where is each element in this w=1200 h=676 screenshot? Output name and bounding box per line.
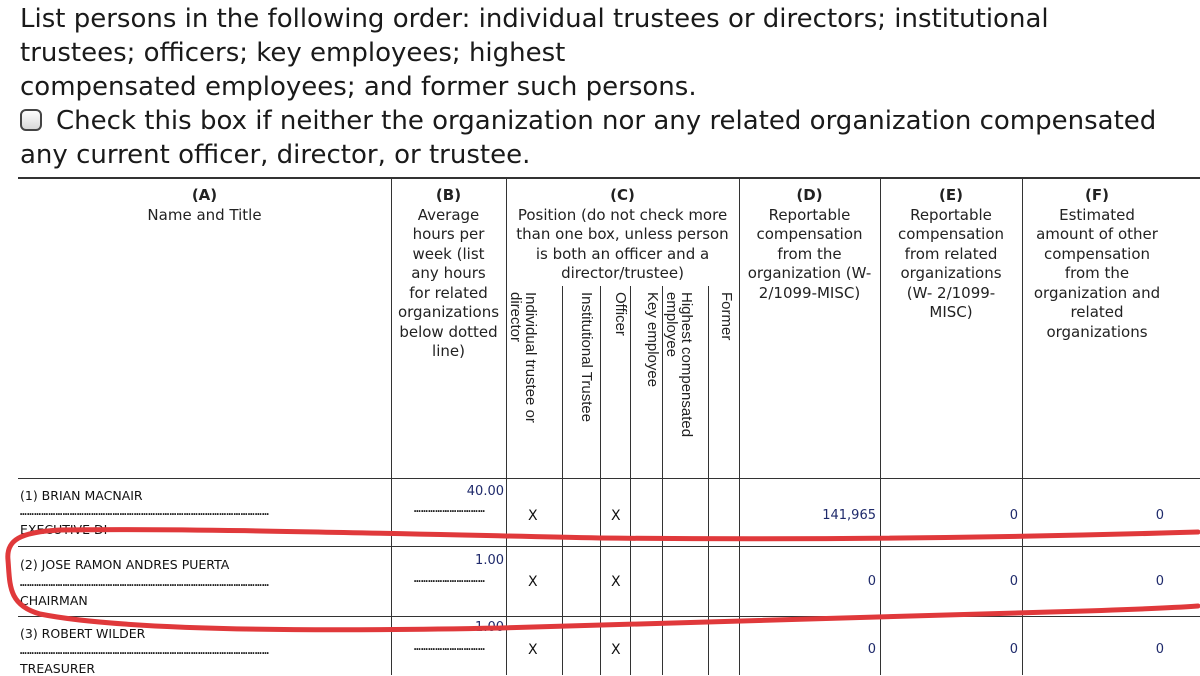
comp-f-value: 0 <box>1155 574 1164 589</box>
header-col-c <box>506 186 739 284</box>
checkbox-row <box>20 104 1190 138</box>
header-e-line: MISC) <box>929 303 973 321</box>
header-b-line: below dotted <box>399 322 498 341</box>
row-divider-2 <box>18 616 1200 617</box>
instructions-block <box>20 2 1190 172</box>
subcol-label: Officer <box>612 292 629 336</box>
comp-e-value: 0 <box>1009 574 1018 589</box>
subcol-label: Individual trustee or director <box>507 292 539 423</box>
header-f-line: compensation <box>1043 244 1151 263</box>
header-c-line: director/trustee) <box>561 264 684 282</box>
header-a-letter: (A) <box>191 186 218 204</box>
header-f-line: from the <box>1064 264 1130 282</box>
header-b-line: organizations <box>397 303 500 321</box>
subcol-institutional-trustee <box>564 292 600 452</box>
header-col-a <box>18 186 391 225</box>
person-title: EXECUTIVE DI <box>20 522 108 534</box>
header-f-line: organizations <box>1046 322 1148 341</box>
subcol-label: Former <box>718 292 735 341</box>
header-f-line: related <box>1070 303 1124 321</box>
person-name: (1) BRIAN MACNAIR <box>20 488 143 503</box>
comp-f-value: 0 <box>1155 642 1164 657</box>
row-divider-1 <box>18 546 1200 547</box>
subcol-label: Institutional Trustee <box>578 292 595 423</box>
header-col-d <box>739 186 880 303</box>
header-d-line: organization (W- <box>747 264 872 282</box>
header-e-line: Reportable <box>910 205 992 224</box>
person-name: (3) ROBERT WILDER <box>20 626 146 641</box>
header-c-letter: (C) <box>610 186 635 204</box>
subcol-key-employee <box>630 292 666 452</box>
hours-value: 1.00 <box>475 553 504 568</box>
comp-d-value: 141,965 <box>822 508 876 523</box>
comp-d-value: 0 <box>867 642 876 657</box>
hours-value: 1.00 <box>475 620 504 635</box>
header-col-e <box>880 186 1022 323</box>
officer-check: X <box>611 642 621 658</box>
trustee-check: X <box>528 574 538 590</box>
comp-d-value: 0 <box>867 574 876 589</box>
header-col-b <box>391 186 506 362</box>
person-name: (2) JOSE RAMON ANDRES PUERTA <box>20 557 230 572</box>
header-e-letter: (E) <box>939 186 963 204</box>
header-f-line: organization and <box>1033 283 1161 302</box>
header-a-label: Name and Title <box>147 205 262 224</box>
header-f-line: Estimated <box>1059 205 1135 224</box>
header-d-line: from the <box>777 244 842 263</box>
checkbox-label: Check this box if neither the organization nor any related organization compensated <box>56 106 1157 136</box>
comp-e-value: 0 <box>1009 508 1018 523</box>
subcol-label: Key employee <box>644 292 661 388</box>
instruction-line-1: List persons in the following order: individual trustees or directors; institutional <box>20 4 1049 34</box>
instruction-line-3: compensated employees; and former such persons. <box>20 72 697 102</box>
subcol-officer <box>598 292 634 452</box>
trustee-check: X <box>528 508 538 524</box>
header-b-line: any hours <box>411 264 486 282</box>
dotted-line: …………………………………………………………………………………………… <box>20 576 270 589</box>
header-d-letter: (D) <box>796 186 823 204</box>
header-d-line: Reportable <box>768 205 851 224</box>
person-title: TREASURER <box>20 661 96 676</box>
header-d-line: compensation <box>756 225 863 243</box>
person-title: CHAIRMAN <box>20 593 88 608</box>
header-b-line: week (list <box>412 244 485 263</box>
hours-dotted-line: ………………………… <box>414 640 486 653</box>
header-f-line: amount of other <box>1036 225 1158 243</box>
header-e-line: from related <box>904 244 998 263</box>
header-c-line: is both an officer and a <box>535 244 710 263</box>
header-bottom-border <box>18 478 1200 479</box>
header-e-line: compensation <box>897 225 1005 243</box>
comp-e-value: 0 <box>1009 642 1018 657</box>
header-b-line: hours per <box>412 225 485 243</box>
dotted-line: …………………………………………………………………………………………… <box>20 644 270 657</box>
header-f-letter: (F) <box>1085 186 1109 204</box>
trustee-check: X <box>528 642 538 658</box>
hours-dotted-line: ………………………… <box>414 572 486 585</box>
checkbox-label-continued: any current officer, director, or trustee. <box>20 140 531 170</box>
hours-value: 40.00 <box>466 484 504 499</box>
no-compensation-checkbox[interactable] <box>20 109 42 131</box>
header-c-line: Position (do not check more <box>517 205 728 224</box>
header-b-line: line) <box>432 342 465 360</box>
hours-dotted-line: ………………………… <box>414 502 486 515</box>
header-e-line: (W- 2/1099- <box>906 283 996 302</box>
subcol-former <box>704 292 740 452</box>
subcol-highest-compensated <box>664 292 700 452</box>
header-b-letter: (B) <box>435 186 462 204</box>
header-c-line: than one box, unless person <box>516 225 729 243</box>
officer-check: X <box>611 508 621 524</box>
header-col-f <box>1022 186 1172 342</box>
header-e-line: organizations <box>900 264 1002 282</box>
header-b-line: Average <box>417 205 480 224</box>
dotted-line: …………………………………………………………………………………………… <box>20 505 270 518</box>
officer-check: X <box>611 574 621 590</box>
comp-f-value: 0 <box>1155 508 1164 523</box>
instruction-line-2: trustees; officers; key employees; highest <box>20 38 566 68</box>
compensation-table <box>18 178 1200 675</box>
subcol-individual-trustee <box>508 292 544 452</box>
header-b-line: for related <box>409 283 488 302</box>
header-d-line: 2/1099-MISC) <box>758 283 861 302</box>
subcol-label: Highest compensated employee <box>663 292 695 438</box>
